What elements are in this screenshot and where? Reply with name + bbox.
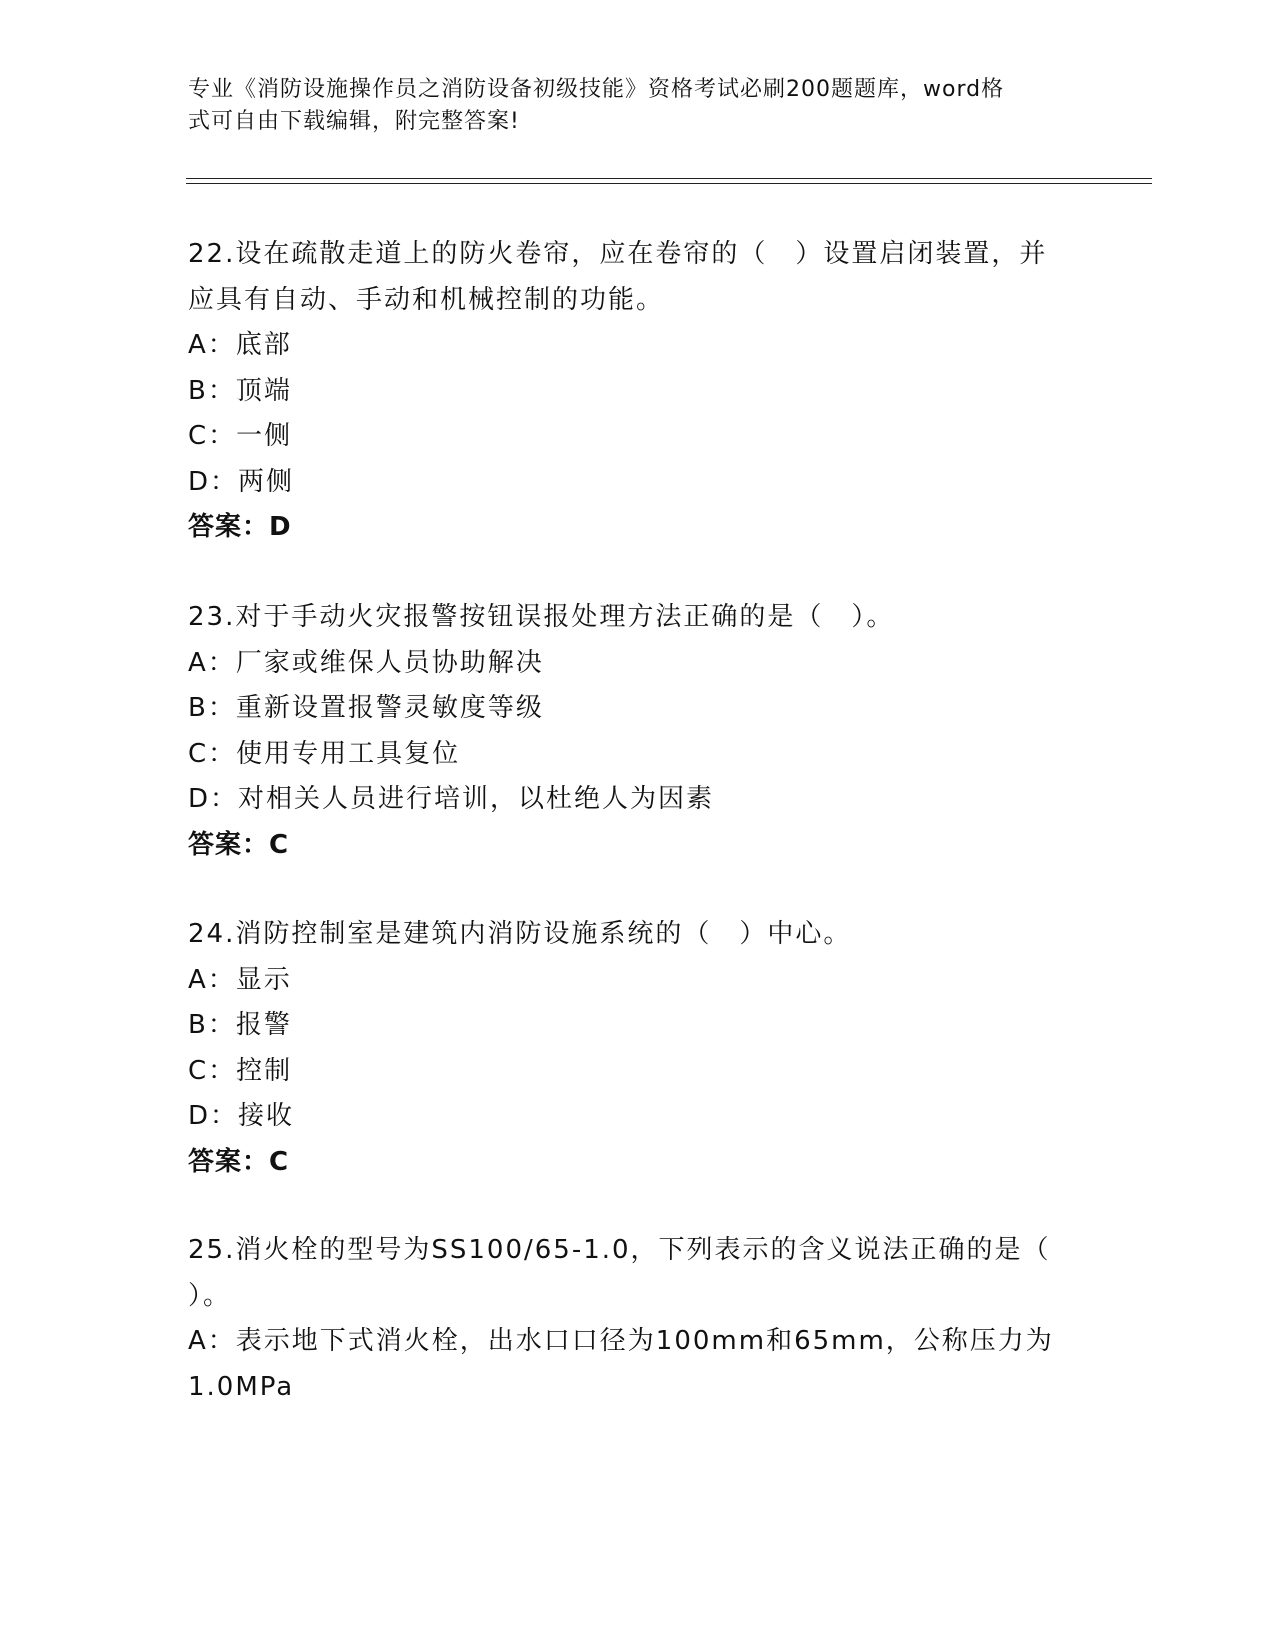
option-b: B：顶端 (188, 375, 292, 406)
option-d: D：接收 (188, 1101, 295, 1131)
question-22 (188, 232, 1088, 551)
question-stem: 22.设在疏散走道上的防火卷帘，应在卷帘的（ ）设置启闭装置，并 (188, 239, 1048, 269)
question-stem: 24.消防控制室是建筑内消防设施系统的（ ）中心。 (188, 919, 852, 949)
document-header (188, 74, 1068, 138)
option-a: A：表示地下式消火栓，出水口口径为100mm和65mm，公称压力为 (188, 1326, 1054, 1356)
header-divider (186, 178, 1152, 179)
option-a: A：底部 (188, 330, 292, 360)
option-b: B：重新设置报警灵敏度等级 (188, 693, 544, 723)
header-line-1: 专业《消防设施操作员之消防设备初级技能》资格考试必刷200题题库，word格 (188, 77, 1005, 102)
header-line-2: 式可自由下载编辑，附完整答案! (188, 109, 520, 134)
option-d: D：对相关人员进行培训，以杜绝人为因素 (188, 784, 715, 814)
question-stem: ）。 (188, 1280, 232, 1311)
answer: 答案：D (188, 512, 292, 542)
question-stem: 23.对于手动火灾报警按钮误报处理方法正确的是（ ）。 (188, 602, 895, 632)
question-23 (188, 595, 1088, 868)
question-stem: 应具有自动、手动和机械控制的功能。 (188, 284, 665, 315)
option-c: C：一侧 (188, 421, 293, 451)
option-c: C：使用专用工具复位 (188, 738, 461, 769)
answer: 答案：C (188, 829, 290, 860)
option-a-continued: 1.0MPa (188, 1371, 295, 1402)
option-d: D：两侧 (188, 466, 295, 497)
option-b: B：报警 (188, 1010, 292, 1040)
option-a: A：厂家或维保人员协助解决 (188, 647, 544, 678)
header-divider (186, 183, 1152, 184)
question-stem: 25.消火栓的型号为SS100/65-1.0，下列表示的含义说法正确的是（ (188, 1235, 1051, 1265)
option-a: A：显示 (188, 964, 292, 995)
question-25 (188, 1228, 1088, 1410)
option-c: C：控制 (188, 1055, 293, 1086)
answer: 答案：C (188, 1146, 290, 1177)
question-24 (188, 912, 1088, 1185)
